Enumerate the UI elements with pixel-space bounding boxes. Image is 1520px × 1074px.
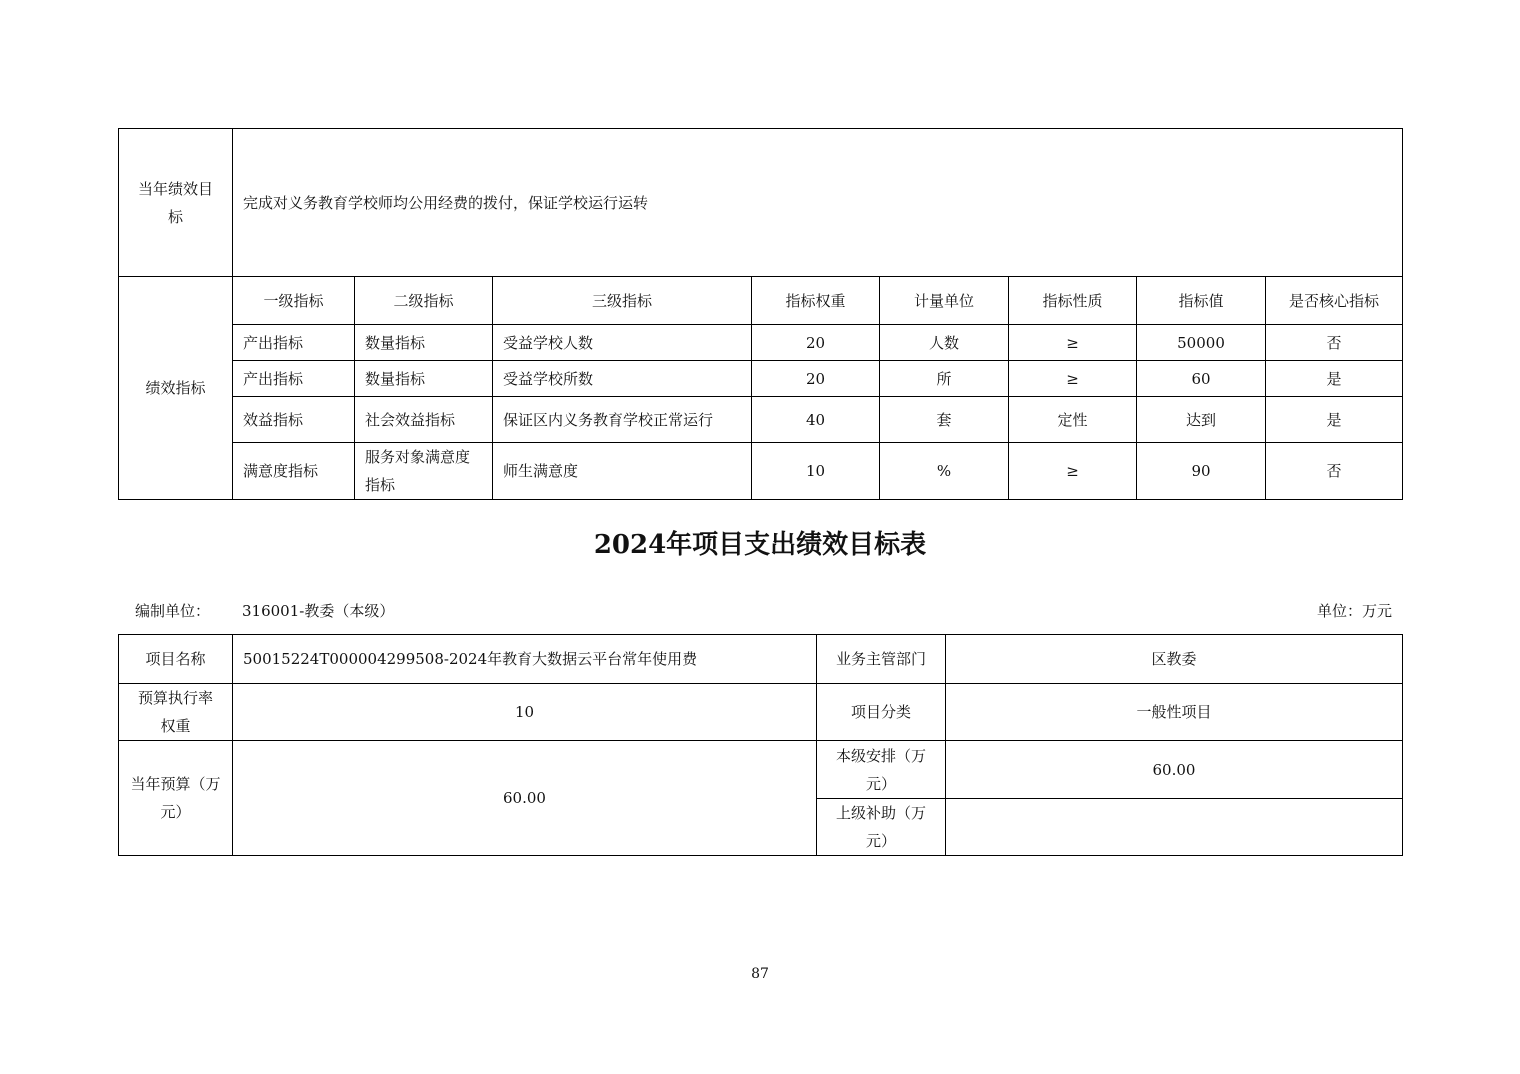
project-info-table	[118, 634, 1403, 856]
cell-value: 90	[1137, 443, 1266, 500]
table-row	[119, 443, 1403, 500]
cell-level1: 产出指标	[233, 325, 355, 361]
cell-level3: 保证区内义务教育学校正常运行	[493, 397, 752, 443]
cell-unit: 套	[880, 397, 1009, 443]
unit-label: 单位：万元	[1316, 602, 1392, 620]
header-weight: 指标权重	[752, 277, 880, 325]
compile-unit-value: 316001-教委（本级）	[242, 602, 395, 620]
cell-weight: 20	[752, 361, 880, 397]
local-budget-value: 60.00	[946, 741, 1403, 799]
indicator-label: 绩效指标	[119, 277, 233, 500]
cell-level2: 数量指标	[355, 361, 493, 397]
budget-value: 60.00	[233, 741, 817, 856]
cell-nature: ≥	[1009, 325, 1137, 361]
project-name-label: 项目名称	[119, 635, 233, 684]
header-core: 是否核心指标	[1266, 277, 1403, 325]
dept-label: 业务主管部门	[817, 635, 946, 684]
cell-level1: 效益指标	[233, 397, 355, 443]
cell-nature: 定性	[1009, 397, 1137, 443]
header-level1: 一级指标	[233, 277, 355, 325]
header-level3: 三级指标	[493, 277, 752, 325]
form-title: 2024年项目支出绩效目标表	[593, 530, 927, 560]
dept-value: 区教委	[946, 635, 1403, 684]
compile-unit-label: 编制单位：	[135, 602, 211, 620]
header-value: 指标值	[1137, 277, 1266, 325]
goal-text: 完成对义务教育学校师均公用经费的拨付，保证学校运行运转	[233, 129, 1403, 277]
cell-level3: 师生满意度	[493, 443, 752, 500]
cell-level2: 社会效益指标	[355, 397, 493, 443]
category-label: 项目分类	[817, 684, 946, 741]
cell-level3: 受益学校人数	[493, 325, 752, 361]
goal-label: 当年绩效目标	[119, 129, 233, 277]
exec-rate-label: 预算执行率权重	[119, 684, 233, 741]
cell-core: 是	[1266, 397, 1403, 443]
cell-core: 否	[1266, 325, 1403, 361]
project-name-value: 50015224T000004299508-2024年教育大数据云平台常年使用费	[233, 635, 817, 684]
cell-value: 达到	[1137, 397, 1266, 443]
cell-level3: 受益学校所数	[493, 361, 752, 397]
category-value: 一般性项目	[946, 684, 1403, 741]
cell-unit: 所	[880, 361, 1009, 397]
cell-level1: 满意度指标	[233, 443, 355, 500]
cell-unit: %	[880, 443, 1009, 500]
cell-level2: 服务对象满意度指标	[355, 443, 493, 500]
cell-weight: 40	[752, 397, 880, 443]
header-unit: 计量单位	[880, 277, 1009, 325]
table-row	[119, 361, 1403, 397]
cell-core: 是	[1266, 361, 1403, 397]
cell-level1: 产出指标	[233, 361, 355, 397]
exec-rate-value: 10	[233, 684, 817, 741]
cell-value: 60	[1137, 361, 1266, 397]
upper-subsidy-label: 上级补助（万元）	[817, 799, 946, 856]
page-number: 87	[751, 966, 769, 982]
local-budget-label: 本级安排（万元）	[817, 741, 946, 799]
cell-nature: ≥	[1009, 361, 1137, 397]
table-row	[119, 325, 1403, 361]
header-level2: 二级指标	[355, 277, 493, 325]
table-row	[119, 397, 1403, 443]
header-nature: 指标性质	[1009, 277, 1137, 325]
cell-value: 50000	[1137, 325, 1266, 361]
performance-goal-table	[118, 128, 1403, 500]
upper-subsidy-value	[946, 799, 1403, 856]
cell-weight: 20	[752, 325, 880, 361]
budget-label: 当年预算（万元）	[119, 741, 233, 856]
cell-core: 否	[1266, 443, 1403, 500]
cell-unit: 人数	[880, 325, 1009, 361]
cell-weight: 10	[752, 443, 880, 500]
cell-nature: ≥	[1009, 443, 1137, 500]
cell-level2: 数量指标	[355, 325, 493, 361]
